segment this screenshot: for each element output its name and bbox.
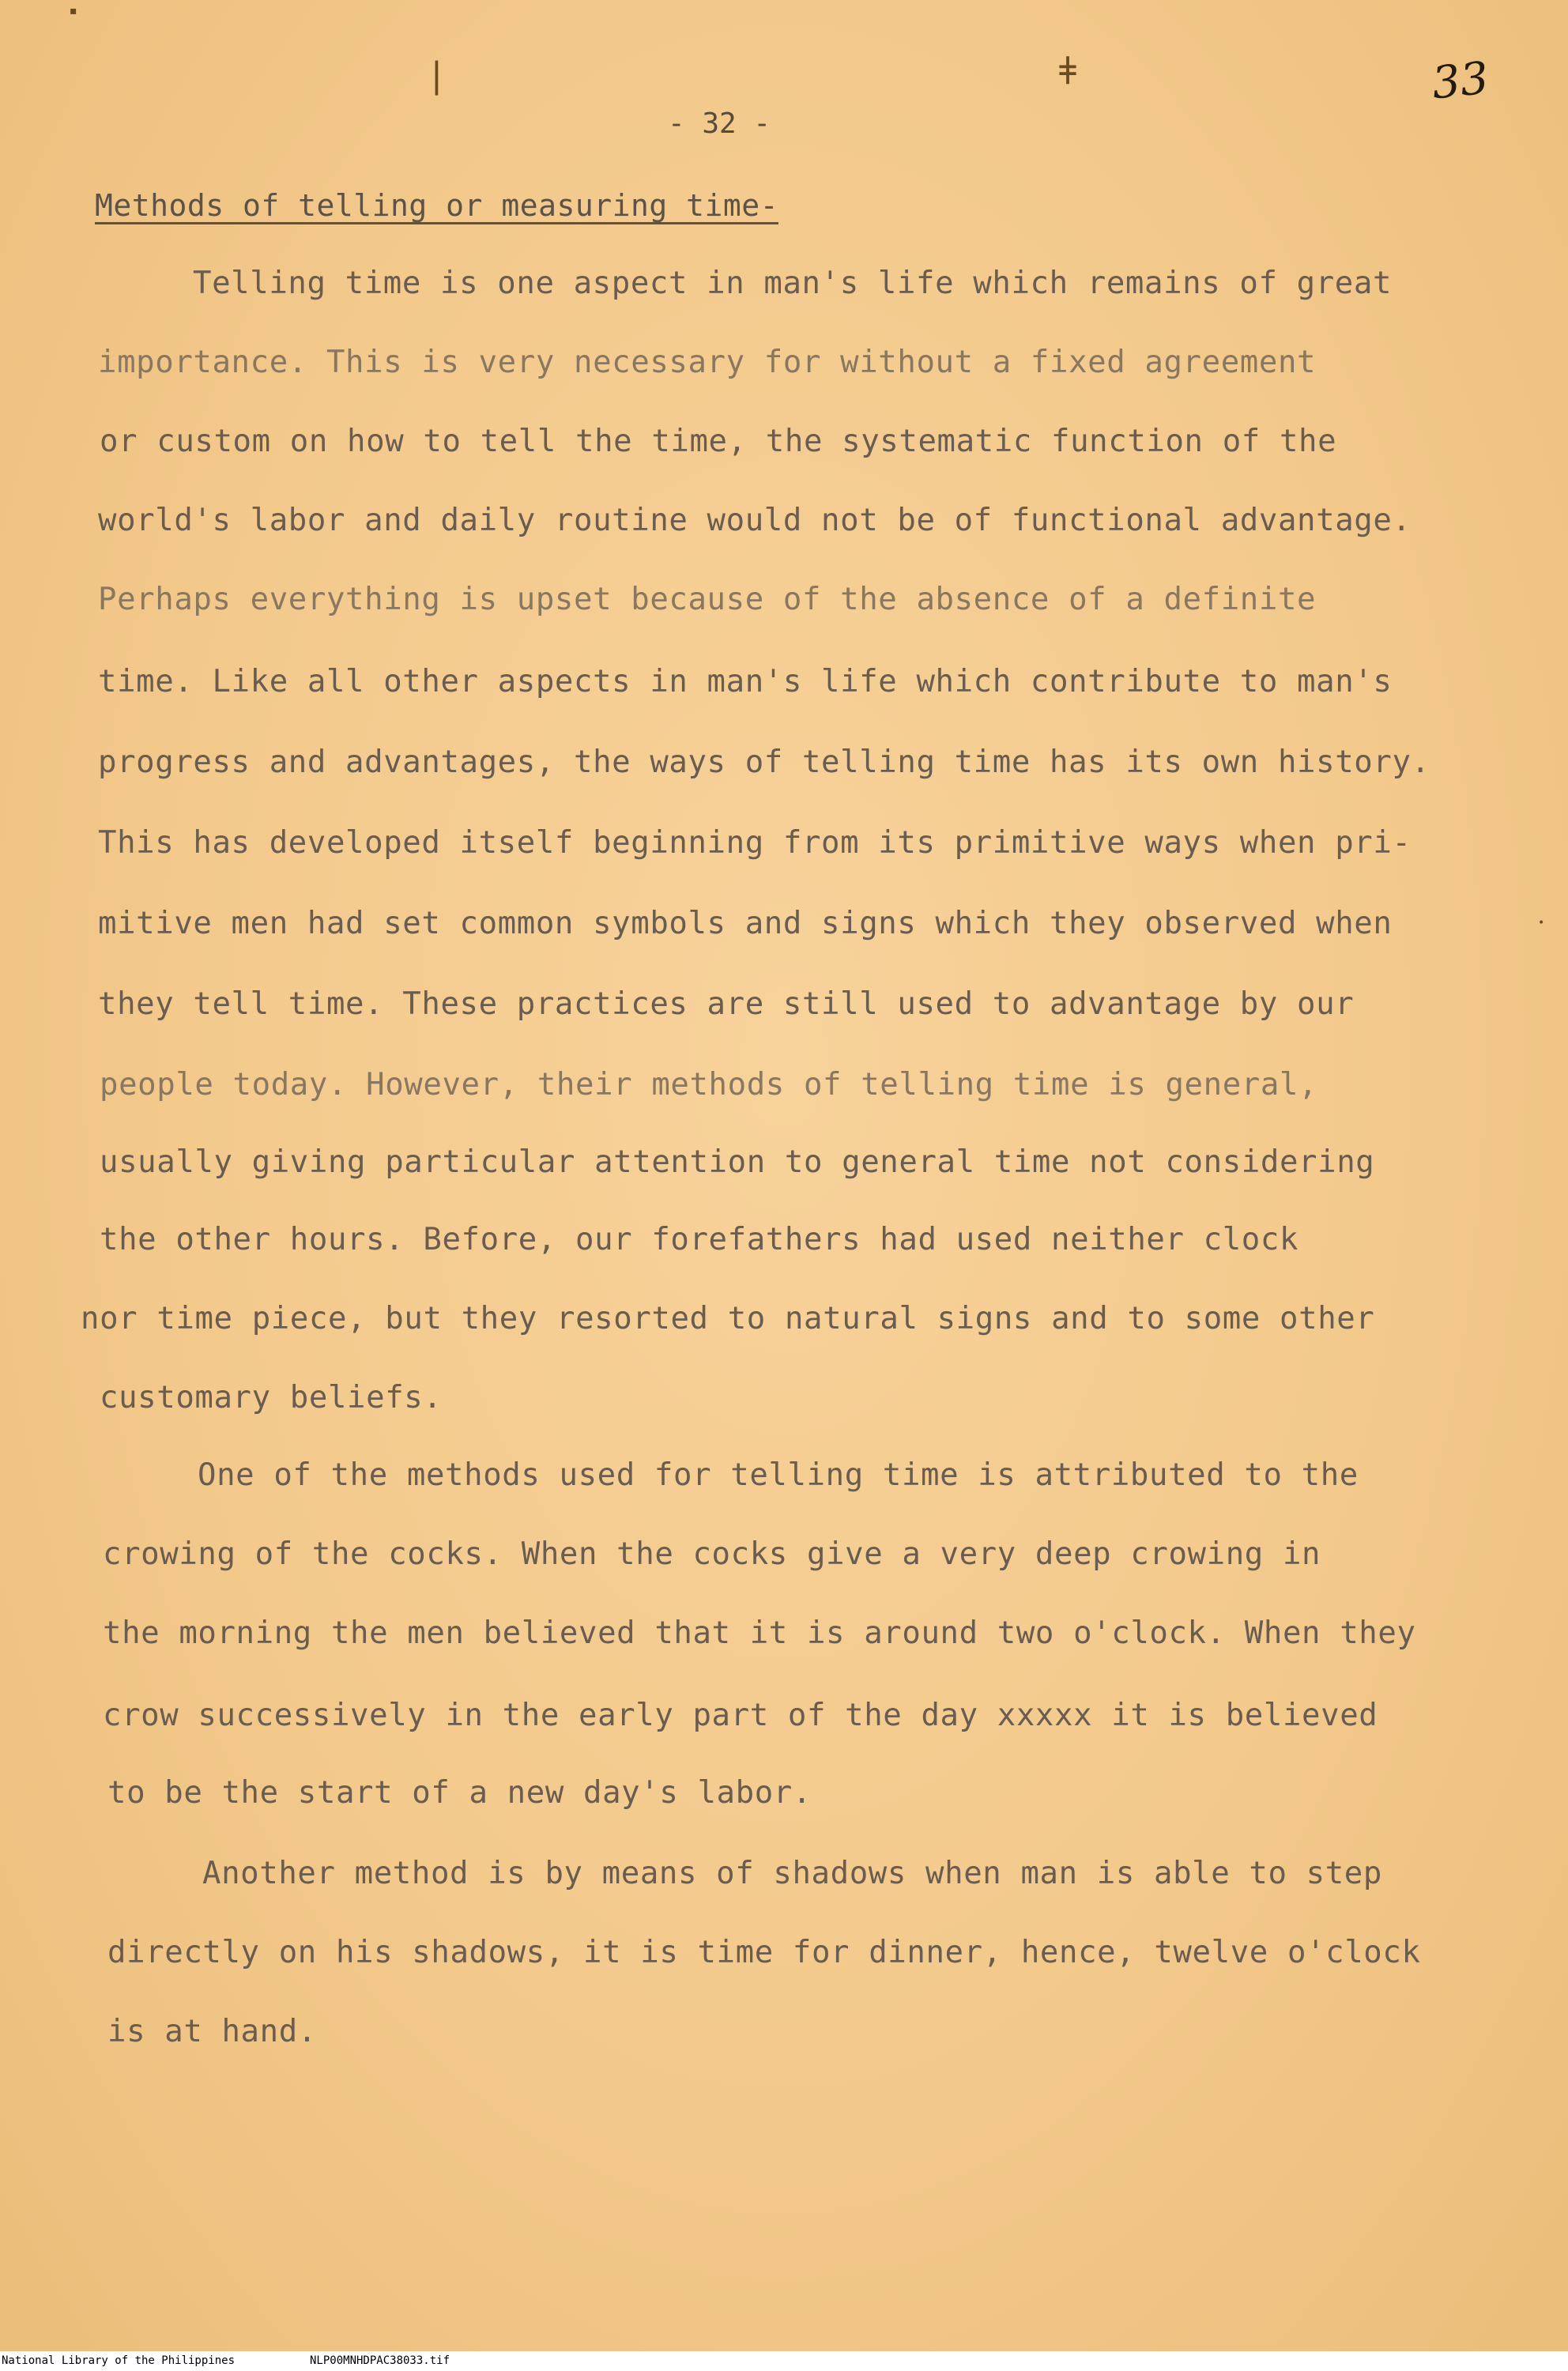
text-line: Another method is by means of shadows when man is able to step: [202, 1856, 1382, 1891]
text-line: importance. This is very necessary for without a fixed agreement: [98, 345, 1317, 380]
text-line: is at hand.: [107, 2014, 317, 2049]
text-line: the morning the men believed that it is around two o'clock. When they: [103, 1615, 1416, 1651]
ink-stroke-mark: ǂ: [1059, 49, 1077, 93]
text-line: to be the start of a new day's labor.: [107, 1775, 812, 1811]
file-identifier: NLP00MNHDPAC38033.tif: [310, 2354, 450, 2367]
ink-stroke-mark: ❘: [422, 55, 451, 96]
text-line: world's labor and daily routine would not be of functional advantage.: [98, 503, 1412, 538]
scan-footer: [0, 2351, 1568, 2371]
text-line: people today. However, their methods of telling time is general,: [100, 1067, 1318, 1103]
text-line: Telling time is one aspect in man's life which remains of great: [193, 266, 1393, 301]
page-number: - 32 -: [667, 107, 771, 140]
text-line: progress and advantages, the ways of telling time has its own history.: [98, 744, 1430, 780]
text-line: nor time piece, but they resorted to natural signs and to some other: [81, 1301, 1375, 1336]
text-line: time. Like all other aspects in man's life which contribute to man's: [98, 664, 1393, 699]
text-line: directly on his shadows, it is time for dinner, hence, twelve o'clock: [107, 1935, 1421, 1970]
text-line: crowing of the cocks. When the cocks give a very deep crowing in: [103, 1536, 1321, 1572]
text-line: mitive men had set common symbols and signs which they observed when: [98, 906, 1393, 941]
text-line: usually giving particular attention to general time not considering: [100, 1144, 1375, 1180]
ink-speck-mark: •: [1538, 917, 1545, 929]
text-line: This has developed itself beginning from its primitive ways when pri-: [98, 825, 1412, 861]
section-heading: Methods of telling or measuring time-: [95, 188, 778, 223]
text-line: or custom on how to tell the time, the systematic function of the: [100, 424, 1337, 459]
ink-speck-mark: ▪: [70, 5, 77, 17]
text-line: customary beliefs.: [100, 1380, 443, 1415]
library-credit: National Library of the Philippines: [2, 2354, 236, 2367]
text-line: crow successively in the early part of the day xxxxx it is believed: [103, 1698, 1378, 1733]
text-line: they tell time. These practices are still used to advantage by our: [98, 986, 1355, 1022]
text-line: the other hours. Before, our forefathers had used neither clock: [100, 1222, 1299, 1257]
text-line: One of the methods used for telling time is attributed to the: [198, 1457, 1359, 1493]
text-line: Perhaps everything is upset because of the absence of a definite: [98, 582, 1317, 617]
folio-number: 33: [1429, 52, 1491, 110]
